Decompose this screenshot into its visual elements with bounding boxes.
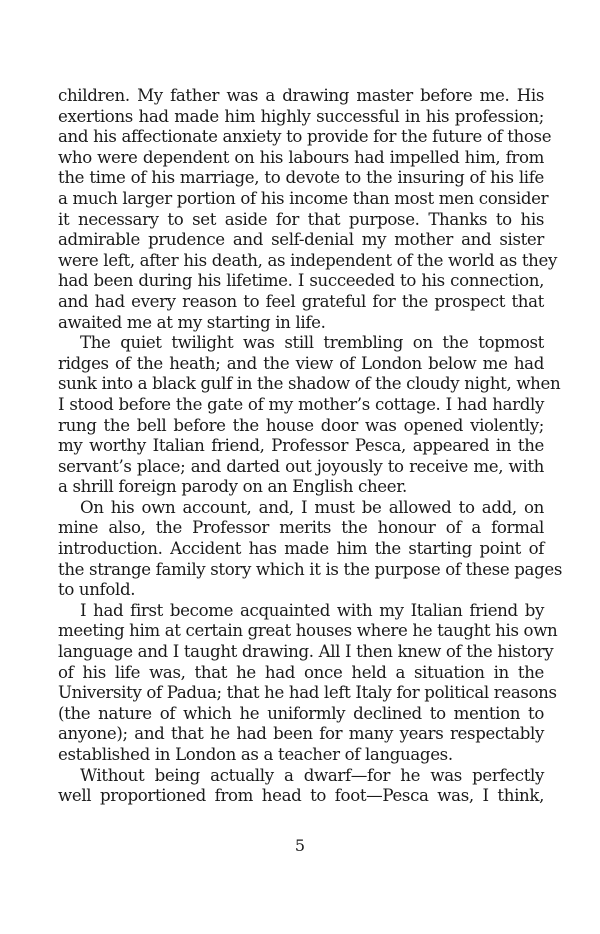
text-line: mine also, the Professor merits the honour of a formal [58, 518, 544, 538]
text-line: I stood before the gate of my mother’s cottage. I had hardly [58, 394, 544, 414]
text-line: exertions had made him highly successful in his profession; [58, 106, 544, 126]
text-line: it necessary to set aside for that purpose. Thanks to his [58, 209, 544, 229]
text-line: The quiet twilight was still trembling on the topmost [80, 333, 544, 353]
text-line: anyone); and that he had been for many years respectably [58, 724, 544, 744]
page-number: 5 [294, 836, 306, 855]
text-line: language and I taught drawing. All I then knew of the history [58, 642, 554, 662]
text-line: On his own account, and, I must be allowed to add, on [80, 497, 544, 517]
text-line: my worthy Italian friend, Professor Pesca, appeared in the [58, 436, 544, 456]
text-line: well proportioned from head to foot—Pesca was, I think, [58, 786, 544, 806]
paragraph [58, 333, 561, 498]
text-line: the strange family story which it is the purpose of these pages [58, 559, 562, 579]
text-line: Without being actually a dwarf—for he was perfectly [80, 765, 544, 785]
page-body [58, 86, 562, 886]
text-line: who were dependent on his labours had impelled him, from [58, 147, 544, 167]
paragraph [58, 86, 557, 333]
paragraph [58, 497, 562, 601]
paragraph [58, 600, 558, 766]
paragraph [58, 766, 544, 807]
text-line: were left, after his death, as independent of the world as they [58, 250, 557, 270]
text-line: a shrill foreign parody on an English cheer. [58, 477, 407, 497]
text-line: awaited me at my starting in life. [58, 312, 326, 332]
text-line: established in London as a teacher of languages. [58, 745, 453, 764]
text-line: the time of his marriage, to devote to the insuring of his life [58, 168, 544, 188]
text-line: to unfold. [58, 580, 136, 600]
text-line: and his affectionate anxiety to provide for the future of those [58, 127, 552, 147]
body-text [58, 86, 562, 807]
text-line: meeting him at certain great houses where he taught his own [58, 621, 558, 641]
text-line: admirable prudence and self-denial my mother and sister [58, 230, 544, 250]
text-line: children. My father was a drawing master before me. His [58, 86, 544, 105]
text-line: introduction. Accident has made him the starting point of [58, 539, 544, 559]
text-line: a much larger portion of his income than most men consider [58, 188, 549, 208]
text-line: ridges of the heath; and the view of London below me had [58, 353, 544, 373]
text-line: of his life was, that he had once held a situation in the [58, 662, 544, 682]
text-line: University of Padua; that he had left Italy for political reasons [58, 683, 557, 703]
text-line: (the nature of which he uniformly declined to mention to [58, 703, 544, 723]
text-line: servant’s place; and darted out joyously to receive me, with [58, 456, 544, 476]
text-line: and had every reason to feel grateful for the prospect that [58, 291, 544, 311]
text-line: sunk into a black gulf in the shadow of the cloudy night, when [58, 374, 561, 394]
text-line: I had first become acquainted with my Italian friend by [80, 600, 544, 620]
text-line: rung the bell before the house door was opened violently; [58, 415, 544, 435]
text-line: had been during his lifetime. I succeeded to his connection, [58, 271, 544, 291]
